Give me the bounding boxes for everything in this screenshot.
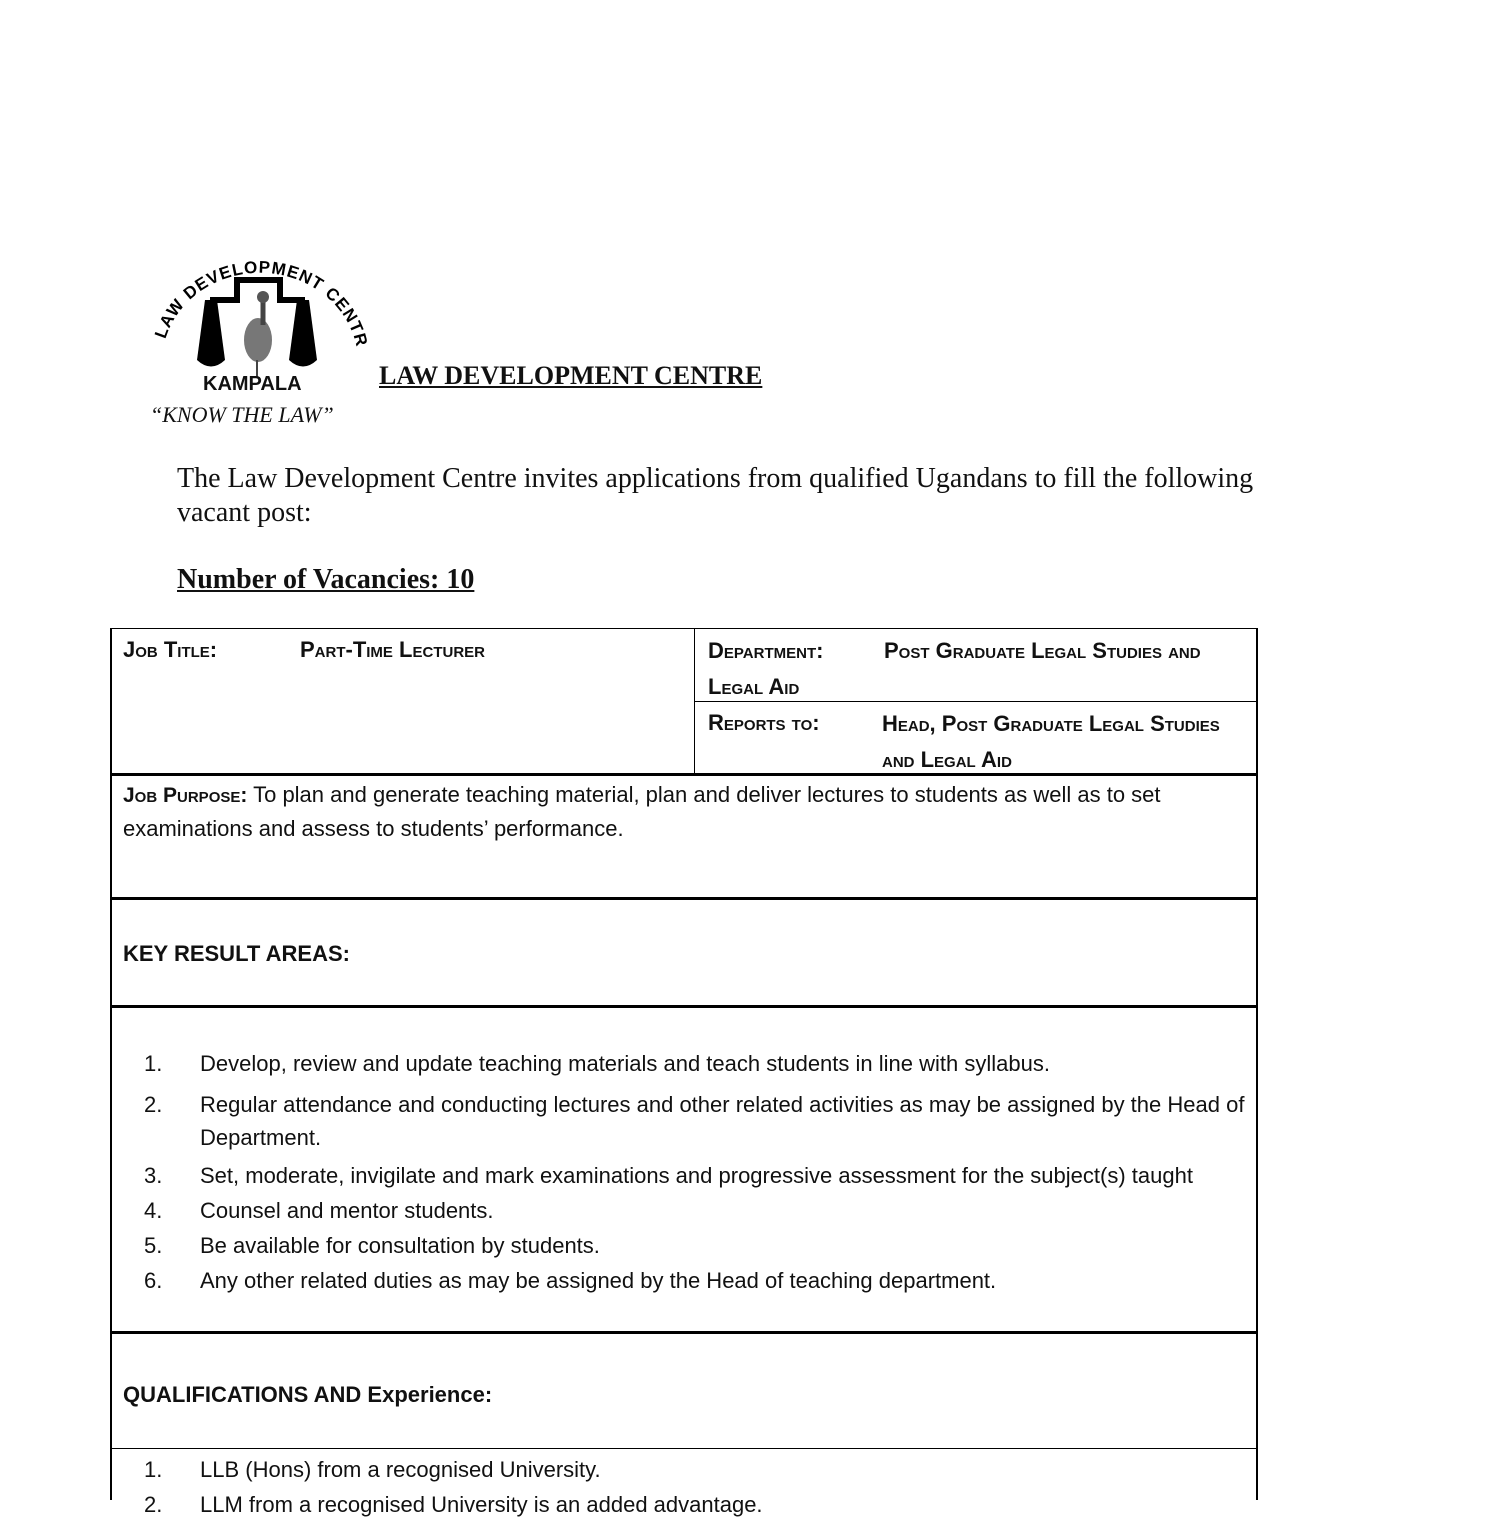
list-item-number: 2.	[144, 1492, 163, 1517]
reports-to-value: Head, Post Graduate Legal Studies and Legal Aid	[882, 711, 1220, 772]
reports-to-label: Reports to:	[708, 710, 820, 735]
list-item	[112, 1088, 1252, 1154]
list-item-number: 5.	[144, 1233, 163, 1258]
list-item	[112, 1194, 1252, 1227]
list-item-text: LLB (Hons) from a recognised University.	[200, 1457, 601, 1482]
key-result-areas-list	[112, 1047, 1252, 1297]
list-item-number: 6.	[144, 1268, 163, 1293]
job-purpose	[123, 778, 1243, 845]
job-title-value: Part-Time Lecturer	[300, 637, 485, 662]
list-item-number: 3.	[144, 1163, 163, 1188]
table-divider	[110, 1448, 1258, 1449]
table-divider	[110, 897, 1258, 900]
list-item-number: 2.	[144, 1092, 163, 1117]
list-item	[112, 1488, 1252, 1521]
vacancies-count: Number of Vacancies: 10	[177, 564, 475, 595]
logo-city: KAMPALA	[203, 373, 302, 395]
qualifications-list	[112, 1453, 1252, 1521]
job-title-label: Job Title:	[123, 637, 218, 662]
list-item	[112, 1159, 1252, 1192]
department-label: Department:	[708, 638, 824, 663]
list-item	[112, 1453, 1252, 1486]
list-item-number: 4.	[144, 1198, 163, 1223]
qualifications-heading: QUALIFICATIONS AND Experience:	[123, 1382, 493, 1407]
job-purpose-text: To plan and generate teaching material, plan and deliver lectures to students as well as to set examinations and assess to students’ performance.	[123, 782, 1161, 841]
key-result-areas-heading: KEY RESULT AREAS:	[123, 941, 350, 966]
department-value: Post Graduate Legal Studies and Legal Aid	[708, 638, 1201, 699]
list-item-text: Counsel and mentor students.	[200, 1198, 494, 1223]
list-item	[112, 1047, 1252, 1080]
list-item-text: Any other related duties as may be assigned by the Head of teaching department.	[200, 1268, 997, 1293]
job-purpose-label: Job Purpose:	[123, 784, 248, 807]
list-item-text: Set, moderate, invigilate and mark examinations and progressive assessment for the subject(s) taught	[200, 1163, 1193, 1188]
list-item-text: LLM from a recognised University is an added advantage.	[200, 1492, 763, 1517]
department	[708, 633, 1248, 705]
list-item-text: Regular attendance and conducting lectures and other related activities as may be assigned by the Head of Department.	[200, 1092, 1245, 1150]
table-border	[1256, 628, 1258, 1500]
table-border	[110, 628, 1258, 629]
list-item	[112, 1229, 1252, 1262]
page-title: LAW DEVELOPMENT CENTRE	[379, 361, 763, 390]
logo	[145, 245, 375, 435]
list-item-text: Be available for consultation by students.	[200, 1233, 600, 1258]
list-item-text: Develop, review and update teaching materials and teach students in line with syllabus.	[200, 1051, 1050, 1076]
list-item-number: 1.	[144, 1457, 163, 1482]
logo-arc-text: LAW DEVELOPMENT CENTR	[151, 257, 372, 349]
list-item-number: 1.	[144, 1051, 163, 1076]
table-divider	[110, 1005, 1258, 1008]
table-divider	[110, 1331, 1258, 1334]
list-item	[112, 1264, 1252, 1297]
intro-text: The Law Development Centre invites applications from qualified Ugandans to fill the following vacant post:	[177, 463, 1254, 528]
logo-motto: “KNOW THE LAW”	[150, 402, 334, 427]
